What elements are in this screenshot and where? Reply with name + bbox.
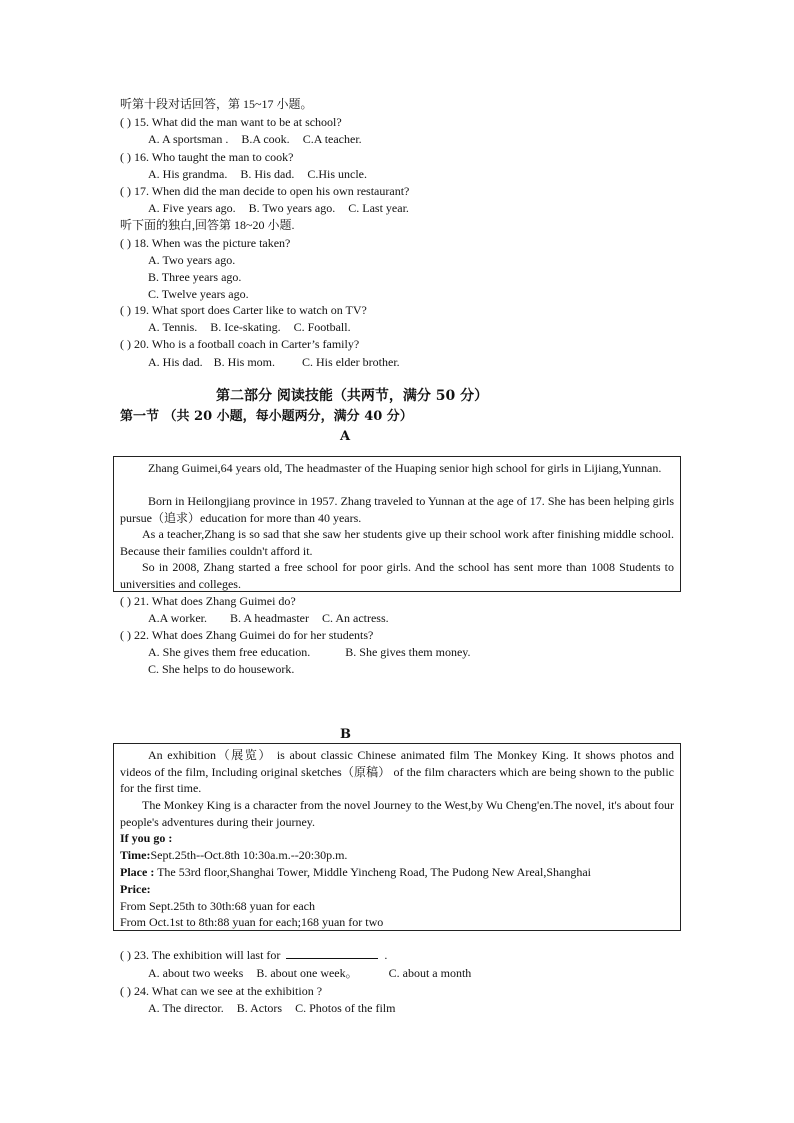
question-16: ( ) 16. Who taught the man to cook? [120,150,294,164]
question-22-options [148,644,481,661]
question-18-option-c: C. Twelve years ago. [148,287,249,301]
option-c: C.His uncle. [307,167,367,181]
option-b: B. Two years ago. [248,201,336,215]
price-line-2: From Oct.1st to 8th:88 yuan for each;168 yuan for two [120,915,384,929]
option-a: A. about two weeks [148,966,244,980]
option-b: B. about one week。 [256,966,358,980]
question-19-options [148,319,361,336]
monologue-intro: 听下面的独白,回答第 18~20 小题. [120,218,295,232]
question-22: ( ) 22. What does Zhang Guimei do for her students? [120,628,374,642]
question-21-options [148,610,399,627]
option-b: B. Actors [236,1001,283,1015]
price-line-1: From Sept.25th to 30th:68 yuan for each [120,899,315,913]
passage-b-label: B [340,727,351,742]
section1-heading: 第一节 （共 20 小题，每小题两分，满分 40 分） [120,409,413,424]
option-c: C. Last year. [348,201,409,215]
passage-a-box [113,456,681,592]
time-label: Time: [120,848,151,862]
question-23-text: ( ) 23. The exhibition will last for [120,948,281,962]
option-a: A.A worker. [148,611,207,625]
time-value: Sept.25th--Oct.8th 10:30a.m.--20:30p.m. [150,848,348,862]
question-23 [120,947,387,964]
option-a: A. The director. [148,1001,224,1015]
question-20: ( ) 20. Who is a football coach in Carter’s family? [120,337,360,351]
option-c: C. His elder brother. [302,355,400,369]
question-17: ( ) 17. When did the man decide to open his own restaurant? [120,184,410,198]
option-b: B. She gives them money. [345,645,471,659]
question-18-option-b: B. Three years ago. [148,270,242,284]
passage-a-paragraph-2: Born in Heilongjiang province in 1957. Zhang traveled to Yunnan at the age of 17. She has been helping girls pursue（追求）education for more than 40 years. [120,494,674,525]
passage-a-paragraph-1: Zhang Guimei,64 years old, The headmaster of the Huaping senior high school for girls in Lijiang,Yunnan. [148,461,662,475]
question-24-options [148,1000,405,1017]
question-18: ( ) 18. When was the picture taken? [120,236,291,250]
time-row [120,847,347,864]
question-19: ( ) 19. What sport does Carter like to watch on TV? [120,303,367,317]
section10-intro: 听第十段对话回答，第 15~17 小题。 [120,97,313,111]
question-17-options [148,200,419,217]
question-15-options [148,131,372,148]
passage-b-paragraph-2: The Monkey King is a character from the novel Journey to the West,by Wu Cheng'en.The novel, it's about four people's adventures during their journey. [120,798,674,829]
option-b: B. Ice-skating. [210,320,281,334]
option-c: C.A teacher. [302,132,362,146]
question-23-options [148,965,481,982]
question-23-end: . [384,948,388,962]
question-24: ( ) 24. What can we see at the exhibition ? [120,984,323,998]
option-a: A. His grandma. [148,167,228,181]
question-22-option-c: C. She helps to do housework. [148,662,295,676]
option-b: B. A headmaster [230,611,309,625]
question-15: ( ) 15. What did the man want to be at school? [120,115,342,129]
option-a: A. A sportsman . [148,132,229,146]
place-row [120,864,591,881]
option-c: C. Photos of the film [295,1001,396,1015]
option-c: C. Football. [293,320,351,334]
place-value: The 53rd floor,Shanghai Tower, Middle Yincheng Road, The Pudong New Areal,Shanghai [154,865,591,879]
option-a: A. Tennis. [148,320,198,334]
price-heading: Price: [120,882,151,896]
option-a: A. His dad. [148,355,203,369]
if-you-go-heading: If you go : [120,831,173,845]
option-b: B. His mom. [213,355,276,369]
option-a: A. She gives them free education. [148,645,311,659]
option-b: B.A cook. [241,132,290,146]
place-label: Place : [120,865,155,879]
question-21: ( ) 21. What does Zhang Guimei do? [120,594,296,608]
option-a: A. Five years ago. [148,201,236,215]
question-20-options [148,354,410,371]
question-16-options [148,166,377,183]
passage-a-paragraph-3: As a teacher,Zhang is so sad that she saw her students give up their school work after finishing middle school. Because their families couldn't afford it. [120,527,674,558]
option-c: C. An actress. [321,611,389,625]
passage-a-paragraph-4: So in 2008, Zhang started a free school for poor girls. And the school has sent more than 1008 Students to universities and colleges. [120,560,674,591]
option-c: C. about a month [388,966,472,980]
passage-a-label: A [340,429,351,444]
passage-b-box [113,743,681,931]
option-b: B. His dad. [240,167,295,181]
part2-title: 第二部分 阅读技能（共两节，满分 50 分） [216,388,489,404]
question-18-option-a: A. Two years ago. [148,253,236,267]
answer-blank [286,947,378,959]
passage-b-paragraph-1: An exhibition（展览） is about classic Chinese animated film The Monkey King. It shows photos and videos of the film, Including original sketches（原稿） of the film characters which are being shown to the public for the first time. [120,748,674,795]
